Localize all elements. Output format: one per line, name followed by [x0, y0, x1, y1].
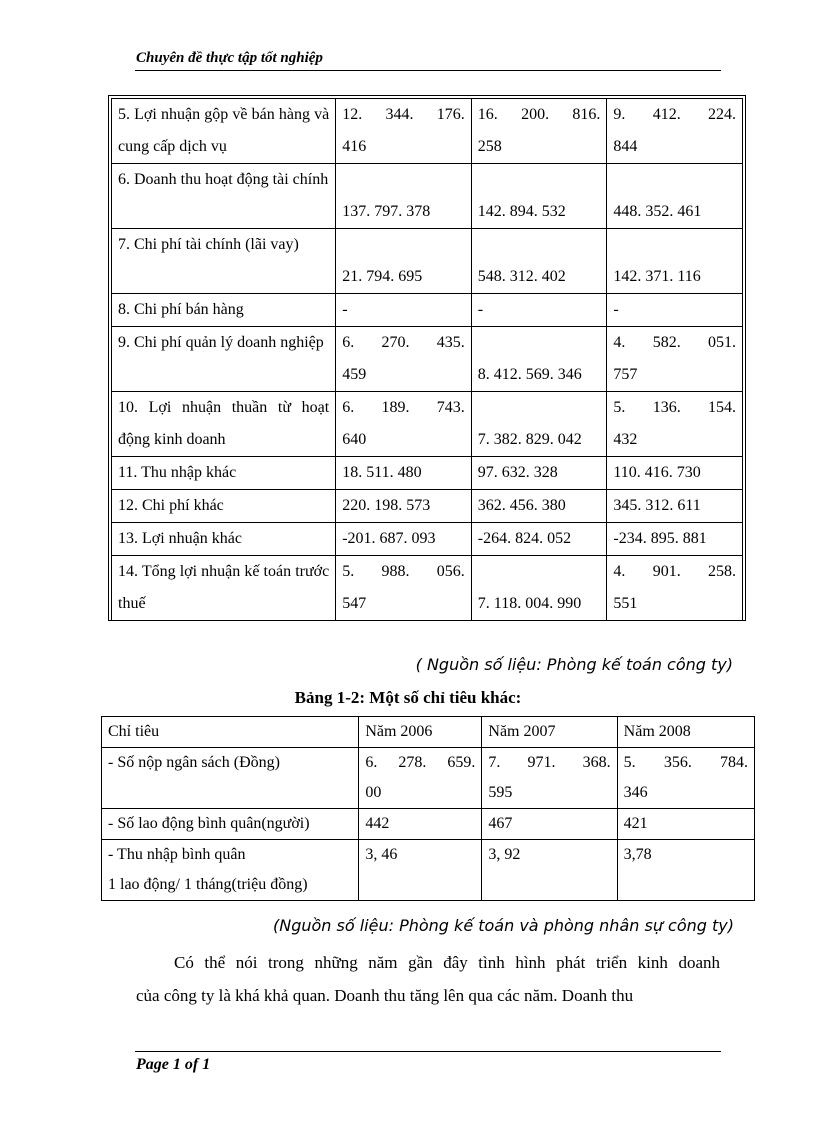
value-2007: -264. 824. 052 — [471, 523, 607, 556]
value-2006: 442 — [359, 809, 482, 840]
row-label: 9. Chi phí quản lý doanh nghiệp — [112, 327, 336, 392]
page-header-title: Chuyên đề thực tập tốt nghiệp — [136, 50, 323, 66]
header-rule — [135, 70, 721, 71]
other-indicators-table — [101, 716, 755, 901]
financial-results-table — [111, 98, 743, 621]
value-2008: 4. 901. 258. 551 — [607, 556, 743, 621]
value-2006: 5. 988. 056. 547 — [336, 556, 472, 621]
row-label: 7. Chi phí tài chính (lãi vay) — [112, 229, 336, 294]
row-label: 5. Lợi nhuận gộp về bán hàng và cung cấp dịch vụ — [112, 99, 336, 164]
row-label: 12. Chi phí khác — [112, 490, 336, 523]
header-year-2006: Năm 2006 — [359, 717, 482, 748]
value-2006: 220. 198. 573 — [336, 490, 472, 523]
value-2007: 142. 894. 532 — [471, 164, 607, 229]
value-2008: 110. 416. 730 — [607, 457, 743, 490]
table-row — [112, 490, 743, 523]
value-2006: 6. 189. 743. 640 — [336, 392, 472, 457]
value-2008: 4. 582. 051. 757 — [607, 327, 743, 392]
table-row — [112, 327, 743, 392]
value-2007: 8. 412. 569. 346 — [471, 327, 607, 392]
value-2006: 21. 794. 695 — [336, 229, 472, 294]
table-row — [112, 523, 743, 556]
value-2008: 345. 312. 611 — [607, 490, 743, 523]
value-2007: 7. 382. 829. 042 — [471, 392, 607, 457]
value-2008: 448. 352. 461 — [607, 164, 743, 229]
value-2006: 137. 797. 378 — [336, 164, 472, 229]
value-2006: 6. 270. 435. 459 — [336, 327, 472, 392]
table-row — [112, 556, 743, 621]
table1-source-note: ( Nguồn số liệu: Phòng kế toán công ty) — [415, 655, 733, 674]
value-2008: 5. 356. 784. 346 — [617, 748, 754, 809]
value-2008: 421 — [617, 809, 754, 840]
table-row — [112, 457, 743, 490]
body-paragraph — [136, 946, 720, 1012]
value-2007: 7. 118. 004. 990 — [471, 556, 607, 621]
table-row — [112, 229, 743, 294]
table2-source-note: (Nguồn số liệu: Phòng kế toán và phòng nhân sự công ty) — [273, 916, 734, 935]
value-2006: 6. 278. 659. 00 — [359, 748, 482, 809]
value-2008: 142. 371. 116 — [607, 229, 743, 294]
table-row — [112, 164, 743, 229]
table-row — [112, 294, 743, 327]
value-2007: 467 — [482, 809, 617, 840]
value-2008: 9. 412. 224. 844 — [607, 99, 743, 164]
row-label: - Số nộp ngân sách (Đồng) — [102, 748, 359, 809]
table-row — [112, 392, 743, 457]
page-footer: Page 1 of 1 — [136, 1056, 211, 1073]
row-label: 14. Tổng lợi nhuận kế toán trước thuế — [112, 556, 336, 621]
row-label: 13. Lợi nhuận khác — [112, 523, 336, 556]
table-row — [102, 809, 755, 840]
header-year-2008: Năm 2008 — [617, 717, 754, 748]
row-label — [102, 840, 359, 901]
footer-rule — [135, 1051, 721, 1052]
header-year-2007: Năm 2007 — [482, 717, 617, 748]
table-row — [102, 840, 755, 901]
value-2007: - — [471, 294, 607, 327]
table2-title: Bảng 1-2: Một số chỉ tiêu khác: — [294, 688, 522, 707]
value-2007: 97. 632. 328 — [471, 457, 607, 490]
value-2006: 18. 511. 480 — [336, 457, 472, 490]
value-2007: 7. 971. 368. 595 — [482, 748, 617, 809]
paragraph-line-1: Có thể nói trong những năm gần đây tình hình phát triển kinh doanh — [174, 953, 720, 972]
value-2006: 3, 46 — [359, 840, 482, 901]
row-label: 8. Chi phí bán hàng — [112, 294, 336, 327]
row-label-line1: - Thu nhập bình quân — [108, 846, 246, 863]
row-label-line2: 1 lao động/ 1 tháng(triệu đồng) — [108, 876, 308, 893]
value-2006: 12. 344. 176. 416 — [336, 99, 472, 164]
value-2006: -201. 687. 093 — [336, 523, 472, 556]
value-2007: 3, 92 — [482, 840, 617, 901]
value-2007: 16. 200. 816. 258 — [471, 99, 607, 164]
row-label: 10. Lợi nhuận thuần từ hoạt động kinh doanh — [112, 392, 336, 457]
value-2007: 548. 312. 402 — [471, 229, 607, 294]
row-label: 6. Doanh thu hoạt động tài chính — [112, 164, 336, 229]
table-row — [102, 748, 755, 809]
table-row — [112, 99, 743, 164]
value-2008: -234. 895. 881 — [607, 523, 743, 556]
value-2008: 5. 136. 154. 432 — [607, 392, 743, 457]
row-label: 11. Thu nhập khác — [112, 457, 336, 490]
value-2008: 3,78 — [617, 840, 754, 901]
value-2007: 362. 456. 380 — [471, 490, 607, 523]
header-indicator: Chỉ tiêu — [102, 717, 359, 748]
table-header-row — [102, 717, 755, 748]
value-2006: - — [336, 294, 472, 327]
value-2008: - — [607, 294, 743, 327]
row-label: - Số lao động bình quân(người) — [102, 809, 359, 840]
paragraph-line-2: của công ty là khá khả quan. Doanh thu tăng lên qua các năm. Doanh thu — [136, 986, 634, 1005]
